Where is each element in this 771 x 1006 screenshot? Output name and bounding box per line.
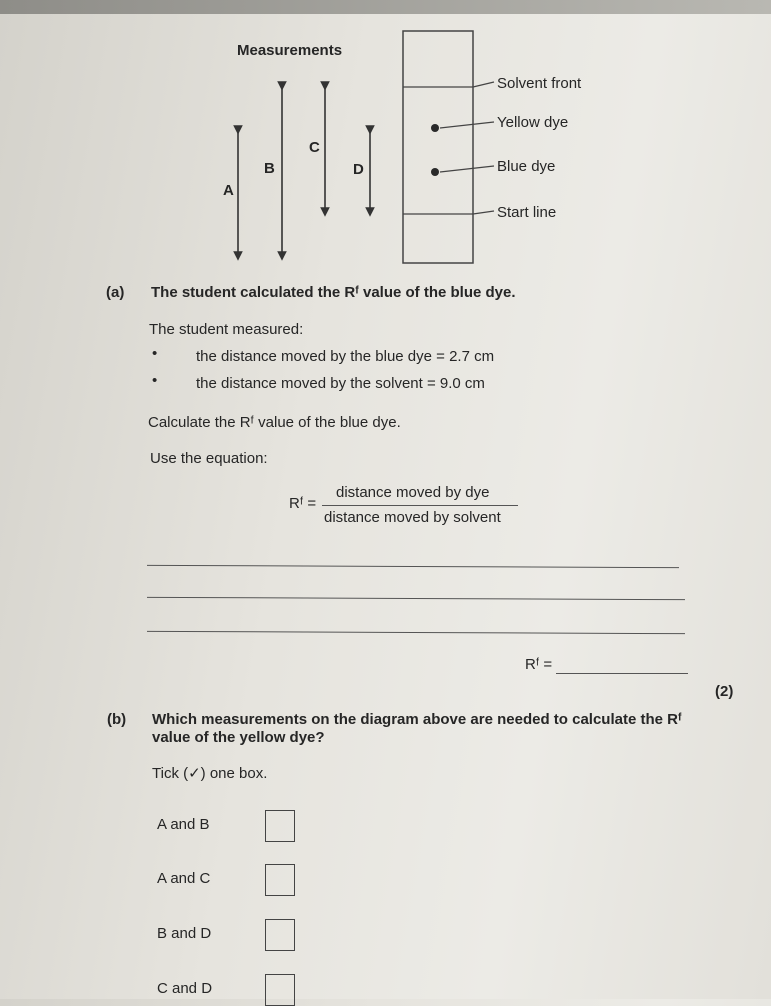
label-c: C [309,139,320,156]
marks-a: (2) [715,683,734,700]
part-a-question: The student calculated the Rᶠ value of the blue dye. [151,284,516,301]
fraction-bar [322,505,518,506]
label-blue-dye: Blue dye [497,158,556,175]
equation-lhs: Rᶠ = [289,495,317,512]
answer-label: Rᶠ = [525,656,553,673]
measured-intro: The student measured: [149,321,304,338]
use-equation: Use the equation: [150,450,268,467]
label-start-line: Start line [497,204,557,221]
option-label: A and B [157,816,210,833]
tick-box-a-and-b[interactable] [265,810,295,842]
tick-box-b-and-d[interactable] [265,919,295,951]
tick-box-c-and-d[interactable] [265,974,295,1006]
bullet-dot: • [152,345,158,362]
part-a-label: (a) [106,284,125,301]
label-d: D [353,161,364,178]
bullet-dot: • [152,372,158,389]
chromatography-paper [403,31,473,263]
label-a: A [223,182,234,199]
bullet-solvent: the distance moved by the solvent = 9.0 cm [196,375,485,392]
option-label: A and C [157,870,211,887]
option-label: B and D [157,925,212,942]
part-b-label: (b) [107,711,127,728]
diagram-title: Measurements [237,42,343,59]
calculate-instruction: Calculate the Rᶠ value of the blue dye. [148,414,401,431]
equation-denominator: distance moved by solvent [324,509,501,526]
tick-box-a-and-c[interactable] [265,864,295,896]
answer-line[interactable] [556,673,688,674]
blue-dye-spot [431,168,439,176]
yellow-dye-spot [431,124,439,132]
label-yellow-dye: Yellow dye [497,114,569,131]
part-b-question-line2: value of the yellow dye? [152,729,325,746]
label-b: B [264,160,275,177]
label-solvent-front: Solvent front [497,75,582,92]
equation-numerator: distance moved by dye [336,484,490,501]
bullet-blue-dye: the distance moved by the blue dye = 2.7 cm [196,348,495,365]
tick-instruction: Tick (✓) one box. [152,765,268,782]
option-label: C and D [157,980,213,997]
part-b-question-line1: Which measurements on the diagram above are needed to calculate the Rᶠ [152,711,682,728]
